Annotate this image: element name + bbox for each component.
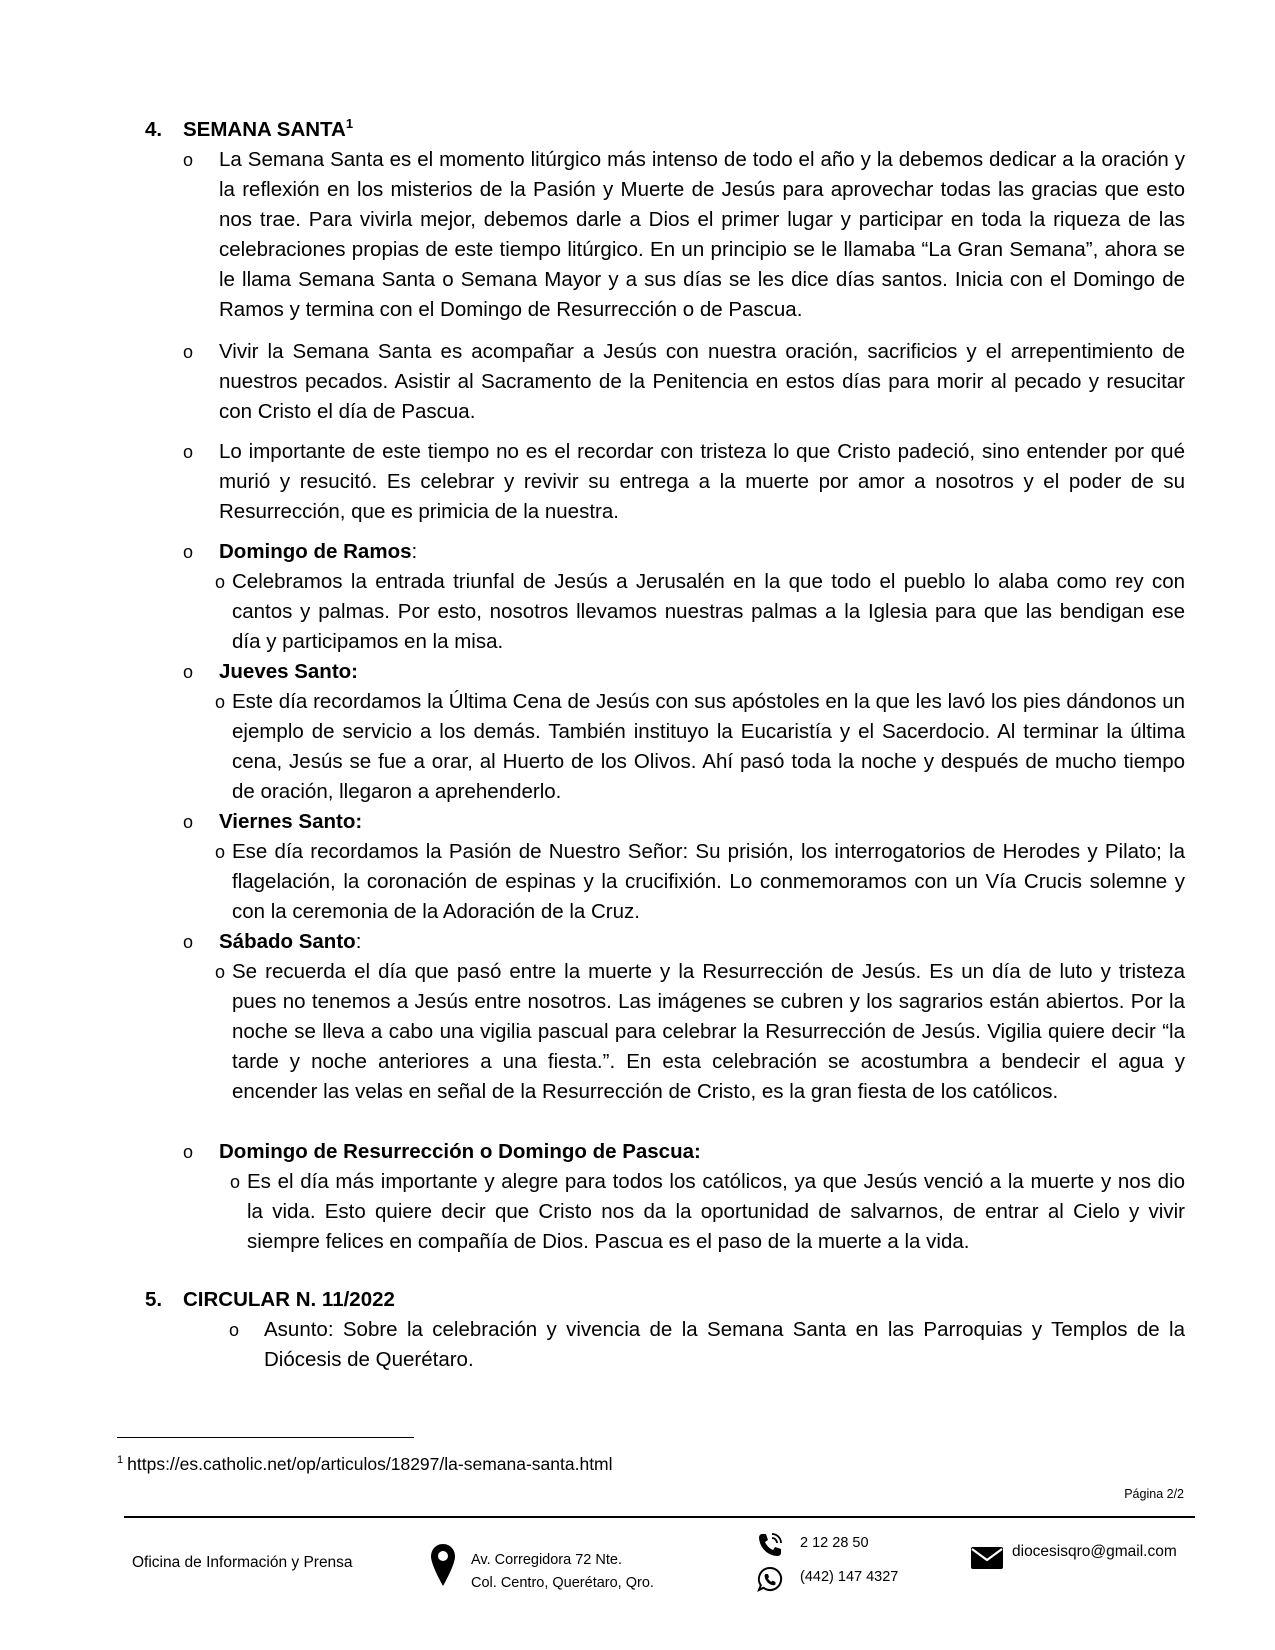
address-line-2: Col. Centro, Querétaro, Qro. bbox=[471, 1575, 654, 1591]
footer-address bbox=[471, 1549, 654, 1595]
bullet-marker: o bbox=[183, 1142, 194, 1162]
label-sabado-santo: Sábado Santo bbox=[219, 930, 356, 953]
location-pin-icon bbox=[430, 1543, 456, 1587]
paragraph-intro: La Semana Santa es el momento litúrgico más intenso de todo el año y la debemos dedicar a la oración y la reflexión en los misterios de la Pasión y Muerte de Jesús para aprovechar todas las gracias que esto nos trae. Para vivirla mejor, debemos darle a Dios el primer lugar y participar en toda la riqueza de las celebraciones propias de este tiempo litúrgico. En un principio se le llamaba “La Gran Semana”, ahora se le llama Semana Santa o Semana Mayor y a sus días se les dice días santos. Inicia con el Domingo de Ramos y termina con el Domingo de Resurrección o de Pascua. bbox=[219, 148, 1185, 321]
section-number: 5. bbox=[145, 1288, 163, 1311]
footnote bbox=[117, 1452, 613, 1476]
sub-bullet-marker: o bbox=[230, 1172, 241, 1192]
section-title: SEMANA SANTA bbox=[183, 118, 346, 141]
item-domingo-ramos bbox=[219, 537, 1185, 567]
text-domingo-ramos: Celebramos la entrada triunfal de Jesús a Jerusalén en la que todo el pueblo lo alaba como rey con cantos y palmas. Por esto, nosotros llevamos nuestras palmas a la Iglesia para que las bendigan ese día y participamos en la misa. bbox=[232, 570, 1185, 653]
section-5-heading bbox=[145, 1285, 395, 1315]
sub-bullet-marker: o bbox=[215, 572, 226, 592]
section-title: CIRCULAR N. 11/2022 bbox=[183, 1288, 395, 1311]
address-line-1: Av. Corregidora 72 Nte. bbox=[471, 1552, 622, 1568]
bullet-marker: o bbox=[229, 1320, 240, 1340]
whatsapp-icon bbox=[757, 1566, 783, 1592]
page-number: Página 2/2 bbox=[1124, 1487, 1184, 1501]
item-sabado-santo bbox=[219, 927, 1185, 957]
footer-email[interactable]: diocesisqro@gmail.com bbox=[1012, 1543, 1177, 1560]
paragraph-vivir: Vivir la Semana Santa es acompañar a Jesús con nuestra oración, sacrificios y el arrepentimiento de nuestros pecados. Asistir al Sacramento de la Penitencia en estos días para morir al pecado y resucitar con Cristo el día de Pascua. bbox=[219, 340, 1185, 423]
sub-bullet-marker: o bbox=[215, 842, 226, 862]
sub-bullet-marker: o bbox=[215, 962, 226, 982]
label-domingo-ramos: Domingo de Ramos bbox=[219, 540, 412, 563]
section-4-heading bbox=[145, 115, 353, 145]
text-sabado-santo: Se recuerda el día que pasó entre la muerte y la Resurrección de Jesús. Es un día de luto y tristeza pues no tenemos a Jesús entre nosotros. Las imágenes se cubren y los sagrarios están abiertos. Por la noche se lleva a cabo una vigilia pascual para celebrar la Resurrección de Jesús. Vigilia quiere decir “la tarde y noche anteriores a una fiesta.”. En esta celebración se acostumbra a bendecir el agua y encender las velas en señal de la Resurrección de Cristo, es la gran fiesta de los católicos. bbox=[232, 960, 1185, 1103]
label-domingo-pascua: Domingo de Resurrección o Domingo de Pascua: bbox=[219, 1140, 701, 1163]
phone-icon bbox=[757, 1532, 783, 1558]
footer-divider bbox=[124, 1516, 1195, 1518]
text-jueves-santo: Este día recordamos la Última Cena de Jesús con sus apóstoles en la que les lavó los pies dándonos un ejemplo de servicio a los demás. También instituyo la Eucaristía y el Sacerdocio. Al terminar la última cena, Jesús se fue a orar, al Huerto de los Olivos. Ahí pasó toda la noche y después de mucho tiempo de oración, llegaron a aprehenderlo. bbox=[232, 690, 1185, 803]
label-viernes-santo: Viernes Santo: bbox=[219, 810, 363, 833]
bullet-marker: o bbox=[183, 150, 194, 170]
footer-office: Oficina de Información y Prensa bbox=[132, 1554, 353, 1571]
bullet-marker: o bbox=[183, 342, 194, 362]
label-colon: : bbox=[411, 540, 418, 563]
footer-phone[interactable]: 2 12 28 50 bbox=[800, 1535, 869, 1551]
label-jueves-santo: Jueves Santo: bbox=[219, 660, 358, 683]
bullet-marker: o bbox=[183, 812, 194, 832]
paragraph-importante: Lo importante de este tiempo no es el recordar con tristeza lo que Cristo padeció, sino entender por qué murió y resucitó. Es celebrar y revivir su entrega a la muerte por amor a nosotros y el poder de su Resurrección, que es primicia de la nuestra. bbox=[219, 440, 1185, 523]
footnote-ref[interactable]: 1 bbox=[345, 116, 354, 132]
footer-whatsapp[interactable]: (442) 147 4327 bbox=[800, 1569, 899, 1585]
text-domingo-pascua: Es el día más importante y alegre para todos los católicos, ya que Jesús venció a la muerte y nos dio la vida. Esto quiere decir que Cristo nos da la oportunidad de salvarnos, de entrar al Cielo y vivir siempre felices en compañía de Dios. Pascua es el paso de la muerte a la vida. bbox=[247, 1170, 1185, 1253]
bullet-marker: o bbox=[183, 662, 194, 682]
label-colon: : bbox=[355, 930, 362, 953]
text-viernes-santo: Ese día recordamos la Pasión de Nuestro Señor: Su prisión, los interrogatorios de Herodes y Pilato; la flagelación, la coronación de espinas y la crucifixión. Lo conmemoramos con un Vía Crucis solemne y con la ceremonia de la Adoración de la Cruz. bbox=[232, 840, 1185, 923]
email-icon bbox=[970, 1545, 1004, 1571]
footnote-link[interactable]: https://es.catholic.net/op/articulos/18297/la-semana-santa.html bbox=[127, 1454, 613, 1474]
footnote-number: 1 bbox=[117, 1454, 124, 1467]
text-circular: Asunto: Sobre la celebración y vivencia de la Semana Santa en las Parroquias y Templos de la Diócesis de Querétaro. bbox=[264, 1318, 1185, 1371]
bullet-marker: o bbox=[183, 542, 194, 562]
bullet-marker: o bbox=[183, 442, 194, 462]
footnote-separator bbox=[117, 1437, 414, 1438]
bullet-marker: o bbox=[183, 932, 194, 952]
sub-bullet-marker: o bbox=[215, 692, 226, 712]
section-number: 4. bbox=[145, 118, 163, 141]
